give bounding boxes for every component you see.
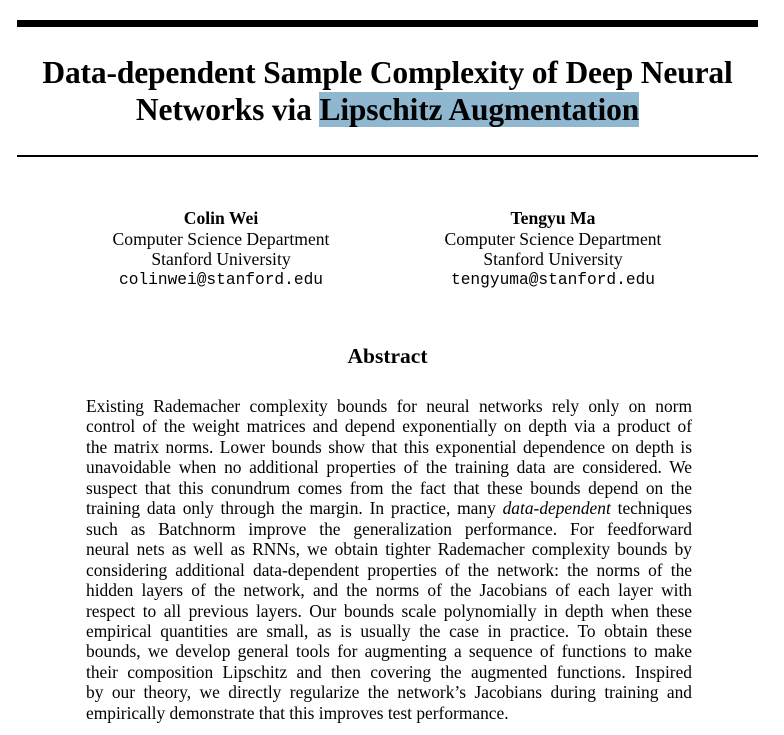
abstract-line: suspect that this conundrum comes from the fact that these bounds depend on the <box>86 477 692 498</box>
abstract-line: empirically demonstrate that this improves test performance. <box>86 702 509 723</box>
abstract-line: bounds, we develop general tools for augmenting a sequence of functions to make <box>86 641 692 662</box>
title-bottom-rule <box>17 155 758 157</box>
title-highlighted-text[interactable]: Lipschitz Augmentation <box>319 92 640 127</box>
paper-title <box>17 54 758 128</box>
author-name: Colin Wei <box>183 208 259 228</box>
author-department: Computer Science Department <box>112 228 330 249</box>
abstract-line: considering additional data-dependent properties of the network: the norms of the <box>86 559 692 580</box>
abstract-line: neural nets as well as RNNs, we obtain tighter Rademacher complexity bounds by <box>86 539 692 560</box>
title-text: Data-dependent Sample Complexity of Deep Neural Networks via <box>42 55 733 127</box>
author-name: Tengyu Ma <box>510 208 596 228</box>
abstract-line: control of the weight matrices and depend exponentially on depth via a product of <box>86 416 692 437</box>
abstract-italic-term: data-dependent <box>502 498 611 519</box>
abstract-line: hidden layers of the network, and the norms of the Jacobians of each layer with <box>86 580 692 601</box>
abstract-line: empirical quantities are small, as is usually the case in practice. To obtain these <box>86 620 692 641</box>
abstract-line: their composition Lipschitz and then covering the augmented functions. Inspired <box>86 661 692 682</box>
abstract-line: unavoidable when no additional properties of the training data are considered. We <box>86 457 692 478</box>
abstract-line-text: techniques <box>610 498 692 519</box>
abstract-line: Existing Rademacher complexity bounds for neural networks rely only on norm <box>86 396 692 416</box>
abstract-heading: Abstract <box>347 344 428 368</box>
abstract-line: by our theory, we directly regularize the network’s Jacobians during training and <box>86 682 692 703</box>
abstract-line: the matrix norms. Lower bounds show that this exponential dependence on depth is <box>86 436 692 457</box>
author-block <box>393 208 713 290</box>
abstract-line-text: training data only through the margin. In practice, many <box>86 498 503 519</box>
abstract-line: respect to all previous layers. Our bounds scale polynomially in depth when these <box>86 600 692 621</box>
author-university: Stanford University <box>483 249 623 269</box>
abstract-line <box>86 498 692 518</box>
author-block <box>61 208 381 290</box>
abstract-body <box>86 396 692 723</box>
author-email: tengyuma@stanford.edu <box>451 270 655 289</box>
top-rule <box>17 20 758 27</box>
author-email: colinwei@stanford.edu <box>119 270 323 289</box>
abstract-line: such as Batchnorm improve the generalization performance. For feedforward <box>86 518 692 539</box>
author-department: Computer Science Department <box>444 228 662 249</box>
author-university: Stanford University <box>151 249 291 269</box>
